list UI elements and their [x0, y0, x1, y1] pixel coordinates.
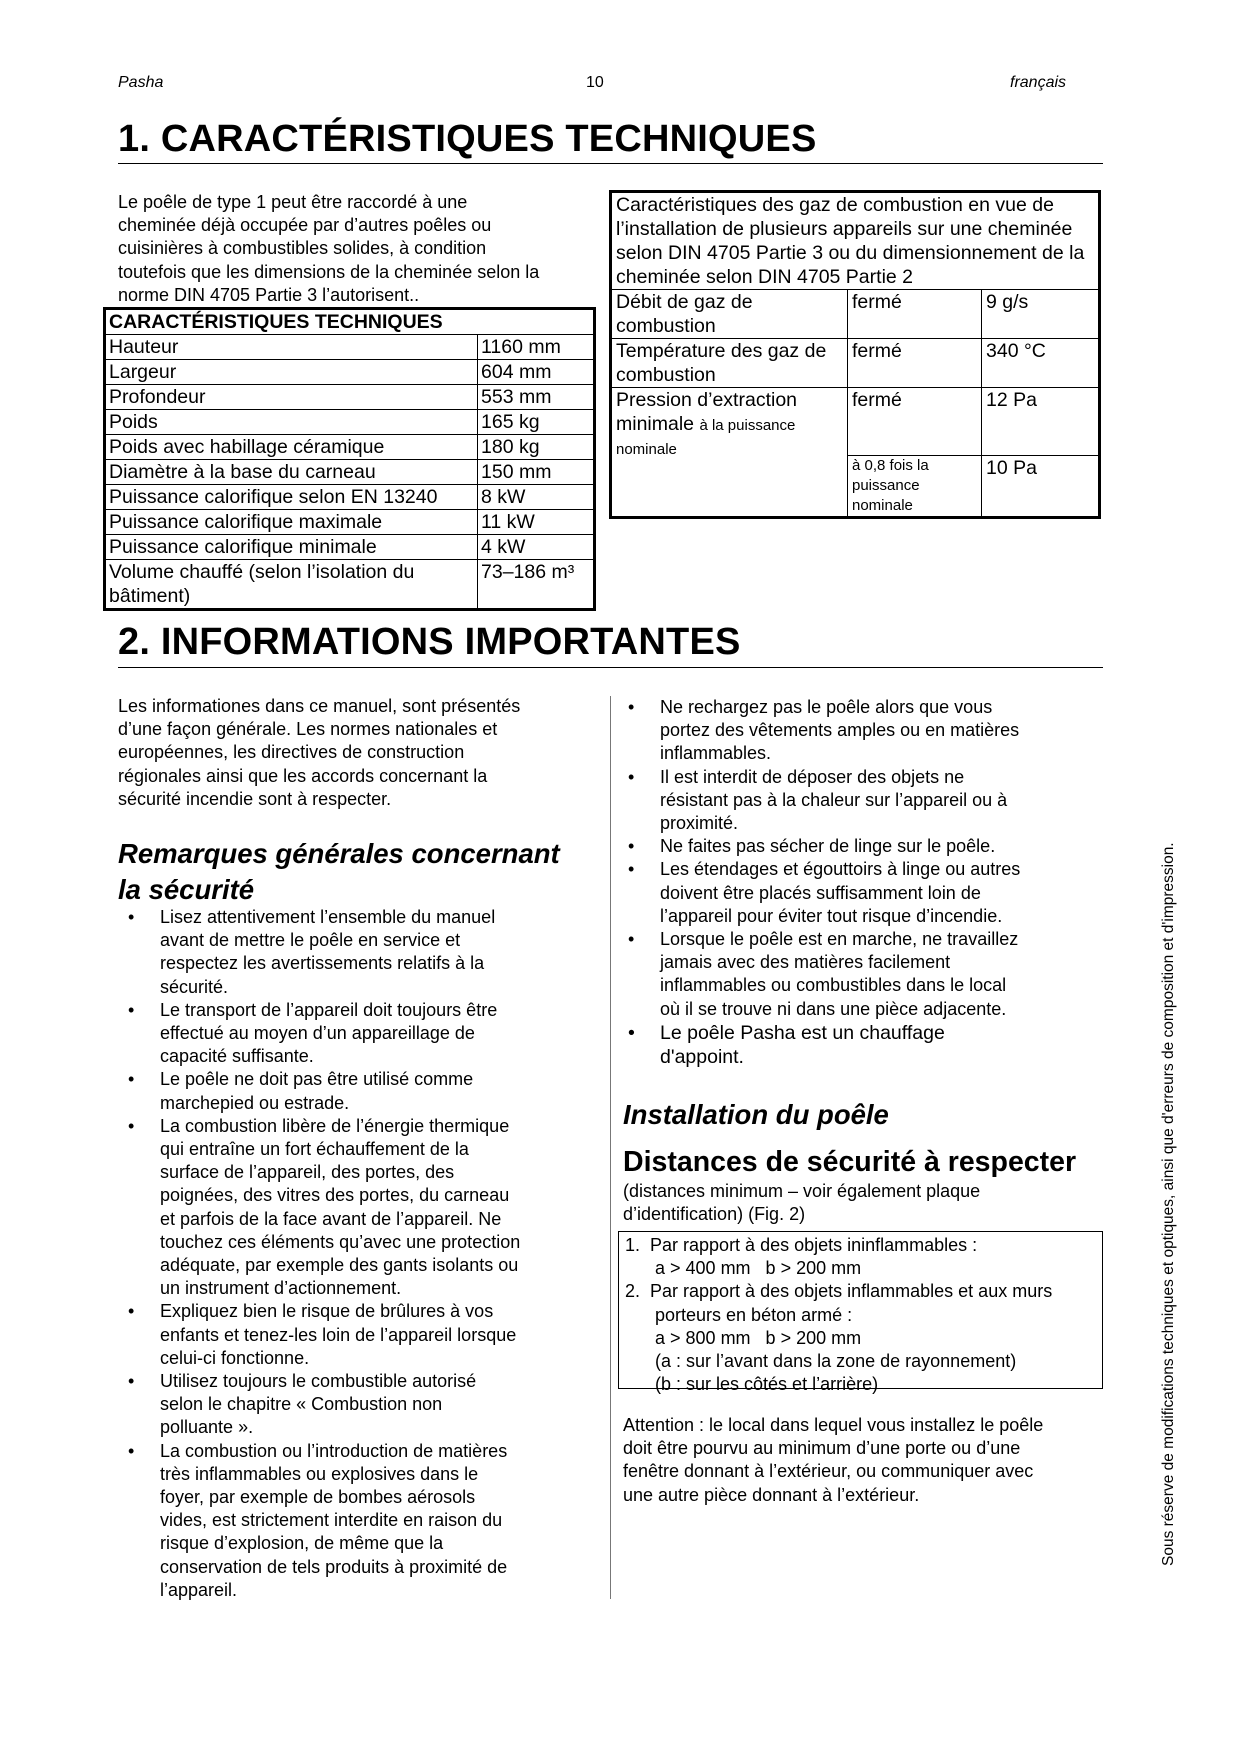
bullet-line: risque d’explosion, de même que la	[160, 1533, 444, 1554]
section1-title: 1. CARACTÉRISTIQUES TECHNIQUES	[118, 118, 817, 160]
gas-condition: à 0,8 fois la puissance nominale	[848, 456, 982, 518]
gas-condition: fermé	[848, 339, 982, 388]
list-item	[128, 906, 600, 999]
subtitle-line: (distances minimum – voir également plaque	[623, 1181, 981, 1201]
spec-label: Poids avec habillage céramique	[105, 435, 478, 460]
table-row	[105, 410, 595, 435]
bullet-line: Le poêle Pasha est un chauffage	[660, 1021, 945, 1044]
list-item	[128, 999, 600, 1069]
bullet-line: portez des vêtements amples ou en matières	[660, 720, 1020, 741]
intro-line: d’une façon générale. Les normes nationales et	[118, 719, 498, 740]
bullet-line: proximité.	[660, 813, 739, 834]
intro-line: cheminée déjà occupée par d’autres poêles ou	[118, 215, 492, 236]
section2-intro	[118, 695, 598, 811]
table-row	[105, 335, 595, 360]
spec-table-title: CARACTÉRISTIQUES TECHNIQUES	[105, 309, 595, 335]
gas-label-note: à la puissance nominale	[616, 417, 796, 458]
subtitle-line: d’identification) (Fig. 2)	[623, 1204, 806, 1225]
left-bullet-list	[128, 906, 600, 1602]
table-row	[105, 560, 595, 610]
attention-note	[623, 1414, 1103, 1507]
intro-line: régionales ainsi que les accords concernant la	[118, 765, 488, 786]
header-language: français	[1010, 74, 1067, 91]
table-row	[105, 485, 595, 510]
header-product: Pasha	[118, 74, 164, 91]
bullet-icon: •	[128, 907, 135, 927]
table-row	[105, 510, 595, 535]
list-item	[128, 1300, 600, 1370]
bullet-line: avant de mettre le poêle en service et	[160, 930, 461, 951]
list-item	[128, 1440, 600, 1602]
bullet-line: Le poêle ne doit pas être utilisé comme	[160, 1069, 474, 1090]
spec-value: 150 mm	[478, 460, 595, 485]
safety-heading	[118, 836, 560, 908]
gas-table	[609, 190, 1101, 519]
bullet-icon: •	[128, 1371, 135, 1392]
bullet-line: qui entraîne un fort échauffement de la	[160, 1139, 469, 1160]
spec-label: Puissance calorifique maximale	[105, 510, 478, 535]
spec-value: 4 kW	[478, 535, 595, 560]
side-disclaimer: Sous réserve de modifications techniques et optiques, ainsi que d'erreurs de composition et d'impression.	[1160, 842, 1177, 1566]
section1-rule	[118, 163, 1103, 164]
bullet-line: surface de l’appareil, des portes, des	[160, 1162, 455, 1183]
right-bullet-list	[628, 696, 1105, 1069]
gas-label: Débit de gaz de combustion	[611, 290, 848, 339]
gas-label	[611, 388, 848, 518]
list-item	[128, 1068, 600, 1114]
bullet-line: l’appareil pour éviter tout risque d’incendie.	[660, 905, 1003, 926]
spec-label: Profondeur	[105, 385, 478, 410]
spec-label: Poids	[105, 410, 478, 435]
gas-condition: fermé	[848, 290, 982, 339]
distances-subtitle	[623, 1180, 1103, 1226]
bullet-line: Lisez attentivement l’ensemble du manuel	[160, 907, 496, 927]
bullet-line: inflammables.	[660, 743, 772, 764]
bullet-line: très inflammables ou explosives dans le	[160, 1463, 479, 1484]
bullet-line: Lorsque le poêle est en marche, ne travaillez	[660, 929, 1019, 950]
bullet-line: Il est interdit de déposer des objets ne	[660, 766, 965, 787]
bullet-icon: •	[128, 999, 135, 1020]
bullet-icon: •	[128, 1115, 135, 1136]
spec-label: Hauteur	[105, 335, 478, 360]
bullet-line: capacité suffisante.	[160, 1046, 314, 1067]
section2-rule	[118, 667, 1103, 668]
bullet-line: selon le chapitre « Combustion non	[160, 1394, 443, 1415]
install-heading: Installation du poêle	[623, 1099, 889, 1130]
gas-condition: fermé	[848, 388, 982, 456]
header-page-number: 10	[586, 74, 604, 91]
list-item	[628, 928, 1105, 1021]
intro-line: Le poêle de type 1 peut être raccordé à une	[118, 192, 468, 212]
table-row	[105, 385, 595, 410]
intro-line: européennes, les directives de construction	[118, 742, 465, 763]
bullet-line: doivent être placés suffisamment loin de	[660, 882, 981, 903]
bullet-line: enfants et tenez-les loin de l’appareil lorsque	[160, 1324, 517, 1345]
box-line: (a : sur l’avant dans la zone de rayonnement)	[625, 1351, 1017, 1372]
section1-intro	[118, 191, 598, 307]
table-row	[611, 290, 1100, 339]
box-line: 2. Par rapport à des objets inflammables et aux murs	[625, 1281, 1053, 1302]
bullet-icon: •	[628, 766, 635, 787]
spec-value: 553 mm	[478, 385, 595, 410]
bullet-icon: •	[128, 1440, 135, 1461]
list-item	[628, 1021, 1105, 1069]
spec-label: Largeur	[105, 360, 478, 385]
intro-line: Les informationes dans ce manuel, sont présentés	[118, 696, 521, 716]
bullet-icon: •	[628, 859, 635, 880]
box-line: porteurs en béton armé :	[625, 1304, 853, 1325]
spec-value: 165 kg	[478, 410, 595, 435]
gas-value: 9 g/s	[982, 290, 1100, 339]
bullet-line: Les étendages et égouttoirs à linge ou autres	[660, 859, 1021, 880]
spec-value: 1160 mm	[478, 335, 595, 360]
gas-table-title: Caractéristiques des gaz de combustion en vue de l’installation de plusieurs appareils sur une cheminée selon DIN 4705 Partie 3 ou du dimensionnement de la cheminée selon DIN 4705 Partie 2	[611, 192, 1100, 290]
bullet-line: La combustion libère de l’énergie thermique	[160, 1115, 510, 1136]
attention-line: Attention : le local dans lequel vous installez le poêle	[623, 1415, 1044, 1435]
bullet-line: foyer, par exemple de bombes aérosols	[160, 1487, 476, 1508]
bullet-line: adéquate, par exemple des gants isolants ou	[160, 1255, 519, 1276]
bullet-line: Ne rechargez pas le poêle alors que vous	[660, 697, 993, 717]
bullet-line: sécurité.	[160, 976, 229, 997]
distances-heading: Distances de sécurité à respecter	[623, 1146, 1077, 1178]
spec-value: 11 kW	[478, 510, 595, 535]
list-item	[628, 858, 1105, 928]
list-item	[128, 1115, 600, 1301]
bullet-line: un instrument d’actionnement.	[160, 1278, 402, 1299]
bullet-line: conservation de tels produits à proximité de	[160, 1556, 508, 1577]
table-row	[611, 388, 1100, 456]
intro-line: toutefois que les dimensions de la cheminée selon la	[118, 261, 540, 282]
distances-box	[618, 1231, 1103, 1395]
box-line: (b : sur les côtés et l’arrière)	[625, 1374, 879, 1395]
box-line: a > 800 mm b > 200 mm	[625, 1327, 862, 1348]
heading-line: Remarques générales concernant	[118, 838, 560, 869]
bullet-line: vides, est strictement interdite en raison du	[160, 1510, 503, 1531]
bullet-line: Le transport de l’appareil doit toujours être	[160, 999, 498, 1020]
gas-value: 10 Pa	[982, 456, 1100, 518]
spec-label: Diamètre à la base du carneau	[105, 460, 478, 485]
bullet-line: poignées, des vitres des portes, du carneau	[160, 1185, 510, 1206]
bullet-line: résistant pas à la chaleur sur l’appareil ou à	[660, 789, 1008, 810]
spec-value: 73–186 m³	[478, 560, 595, 610]
attention-line: fenêtre donnant à l’extérieur, ou communiquer avec	[623, 1461, 1034, 1482]
list-item	[128, 1370, 600, 1440]
box-line: 1. Par rapport à des objets ininflammables :	[625, 1235, 978, 1255]
bullet-line: et parfois de la face avant de l’appareil. Ne	[160, 1208, 502, 1229]
attention-line: une autre pièce donnant à l’extérieur.	[623, 1484, 920, 1505]
list-item	[628, 766, 1105, 836]
table-row	[105, 460, 595, 485]
bullet-line: respectez les avertissements relatifs à la	[160, 953, 485, 974]
spec-table	[103, 307, 596, 611]
bullet-line: celui-ci fonctionne.	[160, 1347, 310, 1368]
bullet-line: Expliquez bien le risque de brûlures à vos	[160, 1301, 494, 1322]
bullet-line: inflammables ou combustibles dans le local	[660, 975, 1007, 996]
intro-line: norme DIN 4705 Partie 3 l’autorisent..	[118, 284, 420, 305]
heading-line: la sécurité	[118, 874, 255, 905]
spec-value: 8 kW	[478, 485, 595, 510]
bullet-icon: •	[128, 1301, 135, 1322]
bullet-line: polluante ».	[160, 1417, 254, 1438]
bullet-line: marchepied ou estrade.	[160, 1092, 350, 1113]
list-item	[628, 835, 1105, 858]
spec-label: Puissance calorifique selon EN 13240	[105, 485, 478, 510]
gas-label: Température des gaz de combustion	[611, 339, 848, 388]
intro-line: sécurité incendie sont à respecter.	[118, 788, 392, 809]
bullet-line: où il se trouve ni dans une pièce adjacente.	[660, 998, 1007, 1019]
spec-label: Volume chauffé (selon l’isolation du bâtiment)	[105, 560, 478, 610]
bullet-line: touchez ces éléments qu’avec une protection	[160, 1231, 521, 1252]
table-row	[105, 435, 595, 460]
section2-title: 2. INFORMATIONS IMPORTANTES	[118, 621, 741, 663]
bullet-icon: •	[628, 929, 635, 950]
gas-value: 340 °C	[982, 339, 1100, 388]
table-row	[611, 339, 1100, 388]
bullet-icon: •	[628, 697, 635, 717]
attention-line: doit être pourvu au minimum d’une porte ou d’une	[623, 1438, 1021, 1459]
bullet-icon: •	[128, 1069, 135, 1090]
bullet-line: d'appoint.	[660, 1045, 744, 1068]
gas-label-main: Pression d’extraction minimale	[616, 389, 798, 435]
bullet-line: l’appareil.	[160, 1579, 238, 1600]
table-row	[105, 535, 595, 560]
table-row	[105, 360, 595, 385]
bullet-icon: •	[628, 1021, 635, 1044]
bullet-line: Ne faites pas sécher de linge sur le poêle.	[660, 836, 996, 857]
box-line: a > 400 mm b > 200 mm	[625, 1258, 862, 1279]
bullet-icon: •	[628, 836, 635, 857]
spec-value: 604 mm	[478, 360, 595, 385]
spec-value: 180 kg	[478, 435, 595, 460]
gas-value: 12 Pa	[982, 388, 1100, 456]
column-divider	[610, 696, 611, 1599]
bullet-line: La combustion ou l’introduction de matières	[160, 1440, 508, 1461]
list-item	[628, 696, 1105, 766]
bullet-line: Utilisez toujours le combustible autorisé	[160, 1371, 477, 1392]
bullet-line: effectué au moyen d’un appareillage de	[160, 1023, 475, 1044]
bullet-line: jamais avec des matières facilement	[660, 952, 951, 973]
spec-label: Puissance calorifique minimale	[105, 535, 478, 560]
intro-line: cuisinières à combustibles solides, à condition	[118, 238, 487, 259]
